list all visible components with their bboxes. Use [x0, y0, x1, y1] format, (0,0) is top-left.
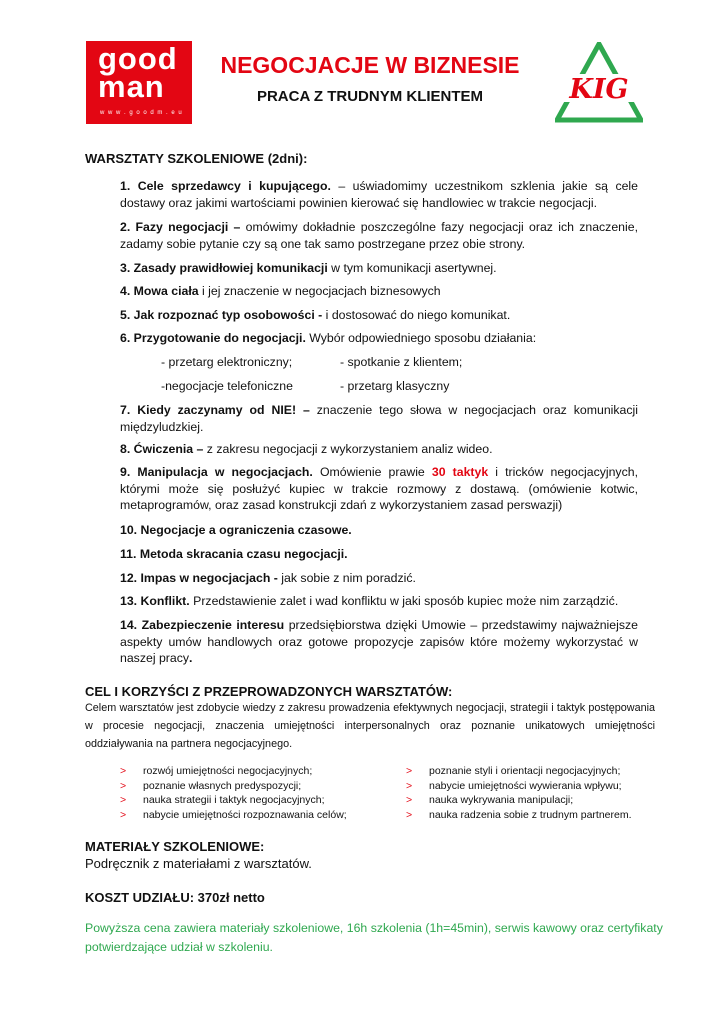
kig-logo: [555, 42, 643, 124]
list-item: > nabycie umiejętności rozpoznawania celów;: [120, 808, 347, 821]
item-6: 6. Przygotowanie do negocjacji. Wybór odpowiedniego sposobu działania:: [120, 331, 537, 345]
bullet-list-right: [406, 764, 632, 822]
item-11: 11. Metoda skracania czasu negocjacji.: [120, 547, 348, 561]
item-5: 5. Jak rozpoznać typ osobowości - i dostosować do niego komunikat.: [120, 308, 511, 322]
item-2: 2. Fazy negocjacji – omówimy dokładnie poszczególne fazy negocjacji oraz ich znaczenie, zadamy sobie pytanie czy są one tak samo postrzegane przez obie strony.: [120, 220, 638, 251]
logo-line1: good: [98, 41, 178, 76]
page-subtitle: PRACA Z TRUDNYM KLIENTEM: [256, 88, 484, 105]
goodman-logo: [86, 41, 192, 124]
option-classic-tender: - przetarg klasyczny: [340, 379, 450, 393]
item-7: 7. Kiedy zaczynamy od NIE! – znaczenie tego słowa w negocjacjach oraz komunikacji międzyludzkiej.: [120, 403, 639, 434]
item-4: 4. Mowa ciała i jej znaczenie w negocjacjach biznesowych: [120, 284, 441, 298]
item-12: 12. Impas w negocjacjach - jak sobie z nim poradzić.: [120, 571, 416, 585]
option-electronic-tender: - przetarg elektroniczny;: [161, 355, 293, 369]
item-3: 3. Zasady prawidłowiej komunikacji w tym komunikacji asertywnej.: [120, 261, 497, 275]
item-8: 8. Ćwiczenia – z zakresu negocjacji z wykorzystaniem analiz wideo.: [120, 442, 493, 456]
bullet-list-left: [120, 764, 347, 822]
workshops-heading: WARSZTATY SZKOLENIOWE (2dni):: [85, 151, 308, 166]
goals-text: Celem warsztatów jest zdobycie wiedzy z zakresu prowadzenia efektywnych negocjacji, strategii i taktyk postępowania w procesie negocjacji, znaczenia umiejętności interpersonalnych oraz poznanie unikatowych umiejętności oddziaływania na partnera negocjacyjnego.: [85, 702, 655, 750]
item-9: 9. Manipulacja w negocjacjach. Omówienie prawie 30 taktyk i tricków negocjacyjnych, którymi może się posłużyć kupiec w trakcie rozmowy z dostawą. (omówienie kotwic, metaprogramów, oraz zasad konstrukcji zdań z wykorzystaniem zasad perswazji): [120, 465, 638, 512]
item-13: 13. Konflikt. Przedstawienie zalet i wad konfliktu w jaki sposób kupiec może nim zarządzić.: [120, 594, 619, 608]
list-item: > nauka wykrywania manipulacji;: [406, 794, 574, 806]
goals-heading: CEL I KORZYŚCI Z PRZEPROWADZONYCH WARSZTATÓW:: [85, 684, 453, 699]
item-1: 1. Cele sprzedawcy i kupującego. – uświadomimy uczestnikom szklenia jakie są cele dostawy oraz jakimi wartościami powinien kierować się handlowiec w trakcie negocjacji.: [120, 179, 639, 210]
option-phone-negotiation: -negocjacje telefoniczne: [161, 379, 293, 393]
list-item: > poznanie styli i orientacji negocjacyjnych;: [406, 765, 621, 777]
logo-url: w w w . g o o d m . e u: [100, 110, 183, 116]
list-item: > nauka radzenia sobie z trudnym partnerem.: [406, 808, 632, 821]
kig-logo-text: KIG: [569, 74, 629, 105]
list-item: > poznanie własnych predyspozycji;: [120, 779, 302, 792]
materials-text: Podręcznik z materiałami z warsztatów.: [85, 856, 312, 871]
item-14: 14. Zabezpieczenie interesu przedsiębiorstwa dzięki Umowie – przedstawimy najważniejsze aspekty umów handlowych oraz gotowe propozycje zapisów które możemy wykorzystać w naszej pracy.: [120, 618, 638, 665]
cost-heading: KOSZT UDZIAŁU: 370zł netto: [85, 890, 265, 905]
list-item: > rozwój umiejętności negocjacyjnych;: [120, 765, 313, 777]
page-title: NEGOCJACJE W BIZNESIE: [220, 52, 520, 78]
materials-heading: MATERIAŁY SZKOLENIOWE:: [85, 839, 265, 854]
option-client-meeting: - spotkanie z klientem;: [340, 355, 463, 369]
list-item: > nabycie umiejętności wywierania wpływu;: [406, 779, 622, 792]
item-10: 10. Negocjacje a ograniczenia czasowe.: [120, 523, 352, 537]
list-item: > nauka strategii i taktyk negocjacyjnych;: [120, 794, 325, 806]
price-note: Powyższa cena zawiera materiały szkoleniowe, 16h szkolenia (1h=45min), serwis kawowy oraz certyfikaty potwierdzające udział w szkoleniu.: [85, 921, 663, 954]
logo-line2: man: [98, 69, 165, 104]
